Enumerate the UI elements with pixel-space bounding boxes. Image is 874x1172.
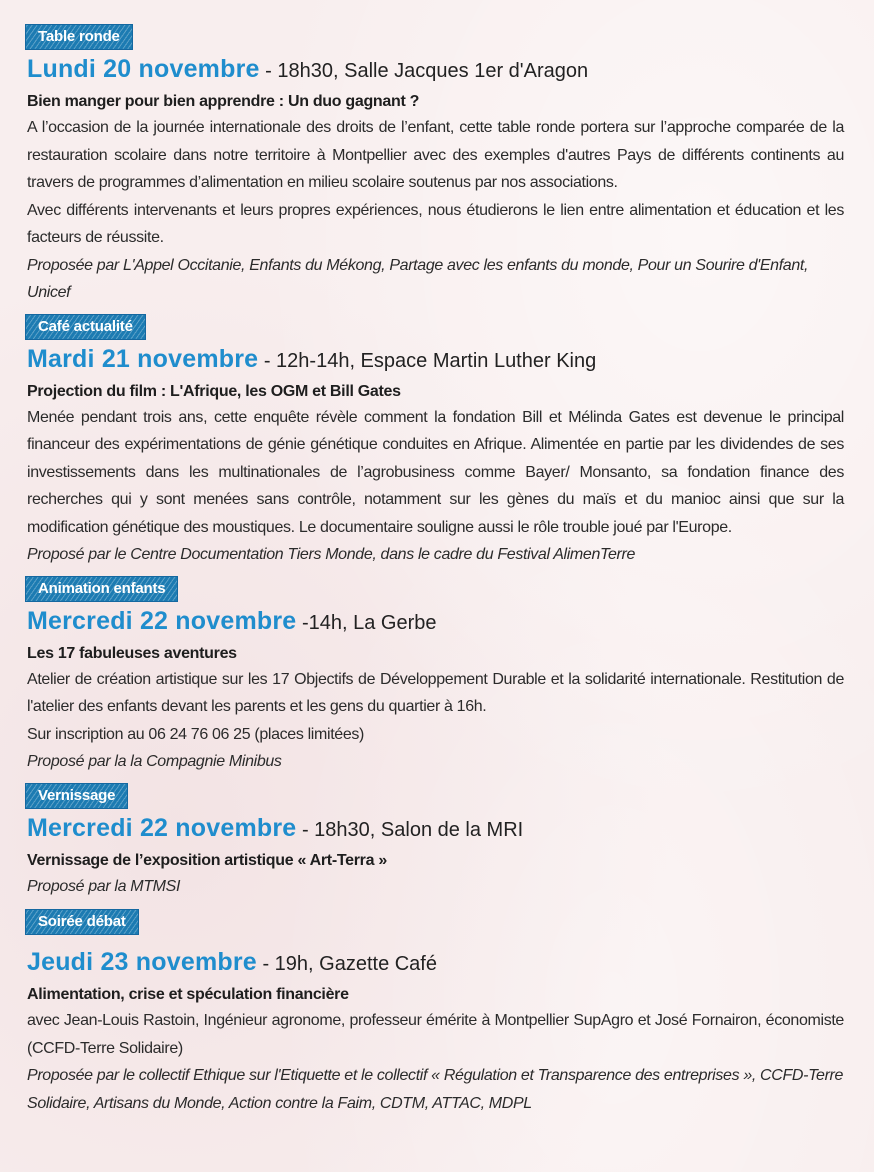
event-animation-enfants (27, 576, 844, 776)
event-time-place: - 12h-14h, Espace Martin Luther King (258, 349, 597, 372)
event-date: Mardi 21 novembre (27, 344, 259, 373)
event-title: Projection du film : L'Afrique, les OGM et Bill Gates (27, 382, 401, 400)
event-organizers: Proposée par le collectif Ethique sur l'Etiquette et le collectif « Régulation et Transparence des entreprises », CCFD-Terre Solidaire, Artisans du Monde, Action contre la Faim, CDTM, ATTAC, MDPL (27, 1067, 844, 1112)
event-organizers: Proposé par la MTMSI (27, 877, 181, 895)
event-headline (27, 54, 844, 88)
event-headline (27, 606, 844, 640)
event-category-badge: Table ronde (25, 24, 133, 50)
description-paragraph: avec Jean-Louis Rastoin, Ingénieur agronome, professeur émérite à Montpellier SupAgro et José Fornairon, économiste (CCFD-Terre Solidaire) (27, 1012, 844, 1057)
event-description (27, 404, 844, 542)
event-description (27, 1007, 844, 1062)
event-organizers: Proposée par L'Appel Occitanie, Enfants du Mékong, Partage avec les enfants du monde, Pour un Sourire d'Enfant, Unicef (27, 256, 809, 301)
event-vernissage (27, 783, 844, 901)
event-title: Vernissage de l’exposition artistique « Art-Terra » (27, 851, 387, 869)
description-paragraph: A l’occasion de la journée internationale des droits de l’enfant, cette table ronde portera sur l’approche comparée de la restauration scolaire dans notre territoire à Montpellier avec des exemples d'autres Pays de différents continents au travers de programmes d’alimentation en milieu scolaire soutenus par nos associations. (27, 119, 844, 191)
event-soiree-debat (27, 909, 844, 1117)
event-category-badge: Animation enfants (25, 576, 178, 602)
program-page (27, 0, 844, 1117)
description-paragraph: Atelier de création artistique sur les 17 Objectifs de Développement Durable et la solidarité internationale. Restitution de l'atelier des enfants devant les parents et les gens du quartier à 16h. (27, 670, 844, 715)
event-description (27, 666, 844, 749)
event-category-badge: Vernissage (25, 783, 128, 809)
description-paragraph: Avec différents intervenants et leurs propres expériences, nous étudierons le lien entre alimentation et éducation et les facteurs de réussite. (27, 201, 844, 246)
event-time-place: - 18h30, Salle Jacques 1er d'Aragon (259, 60, 589, 82)
event-date: Mercredi 22 novembre (27, 606, 297, 635)
description-paragraph: Sur inscription au 06 24 76 06 25 (places limitées) (27, 725, 365, 743)
event-headline (27, 947, 844, 981)
event-time-place: - 18h30, Salon de la MRI (296, 818, 524, 841)
event-headline (27, 344, 844, 378)
event-organizers: Proposé par le Centre Documentation Tiers Monde, dans le cadre du Festival AlimenTerre (27, 546, 636, 563)
event-category-badge: Café actualité (25, 314, 146, 340)
event-description (27, 114, 844, 252)
event-table-ronde (27, 0, 844, 307)
event-date: Lundi 20 novembre (27, 55, 260, 83)
event-title: Les 17 fabuleuses aventures (27, 644, 237, 662)
event-time-place: - 19h, Gazette Café (256, 953, 437, 975)
event-time-place: -14h, La Gerbe (296, 611, 437, 634)
event-headline (27, 813, 844, 847)
event-date: Jeudi 23 novembre (27, 948, 257, 976)
event-title: Bien manger pour bien apprendre : Un duo gagnant ? (27, 93, 420, 110)
description-paragraph: Menée pendant trois ans, cette enquête révèle comment la fondation Bill et Mélinda Gates est devenue le principal financeur des expérimentations de génie génétique conduites en Afrique. Alimentée en partie par les dividendes de ses investissements dans les multinationales de l’agrobusiness comme Bayer/ Monsanto, sa fondation finance des recherches qui y sont menées sans contrôle, notamment sur les gènes du maïs et du manioc ainsi que sur la modification génétique des moustiques. Le documentaire souligne aussi le rôle trouble joué par l'Europe. (27, 408, 844, 536)
event-cafe-actualite (27, 314, 844, 569)
event-date: Mercredi 22 novembre (27, 813, 297, 842)
event-organizers: Proposé par la la Compagnie Minibus (27, 753, 282, 770)
event-category-badge: Soirée débat (25, 909, 139, 935)
event-title: Alimentation, crise et spéculation financière (27, 986, 349, 1003)
